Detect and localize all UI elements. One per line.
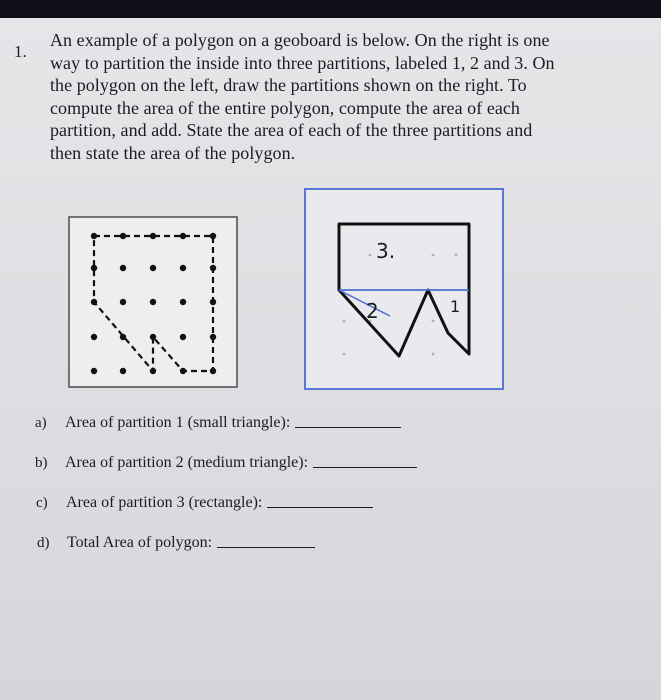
- partition-example-right: [304, 188, 504, 390]
- part-b-text: Area of partition 2 (medium triangle):: [65, 454, 309, 471]
- partition-label-3: 3.: [376, 239, 396, 263]
- part-a-answer-blank[interactable]: [295, 427, 401, 428]
- partition-label-2: 2: [366, 299, 379, 323]
- part-d-label: d): [37, 535, 50, 551]
- part-d-text: Total Area of polygon:: [67, 534, 213, 551]
- part-a-text: Area of partition 1 (small triangle):: [65, 414, 291, 431]
- question-line: partition, and add. State the area of each of the three partitions and: [50, 120, 533, 141]
- part-c-text: Area of partition 3 (rectangle):: [66, 494, 263, 511]
- part-a-label: a): [35, 415, 47, 431]
- partition-label-1: 1: [450, 297, 461, 316]
- part-c-label: c): [36, 495, 48, 511]
- geoboard-left: [68, 216, 238, 388]
- question-line: An example of a polygon on a geoboard is below. On the right is one: [50, 30, 550, 50]
- part-d: [37, 534, 315, 552]
- question-line: then state the area of the polygon.: [50, 142, 296, 163]
- top-bar: [0, 0, 661, 20]
- part-b-answer-blank[interactable]: [313, 467, 417, 468]
- question-line: way to partition the inside into three partitions, labeled 1, 2 and 3. On: [50, 52, 555, 73]
- part-c-answer-blank[interactable]: [267, 507, 373, 508]
- question-number: 1.: [14, 42, 27, 61]
- part-a: [35, 414, 401, 432]
- question-line: compute the area of the entire polygon, compute the area of each: [50, 97, 520, 118]
- part-b-label: b): [35, 455, 48, 471]
- question-line: the polygon on the left, draw the partitions shown on the right. To: [50, 75, 527, 96]
- question-text: [50, 29, 650, 165]
- part-c: [36, 494, 373, 512]
- part-b: [35, 454, 417, 472]
- part-d-answer-blank[interactable]: [217, 547, 315, 548]
- partition-example-frame: [305, 189, 503, 389]
